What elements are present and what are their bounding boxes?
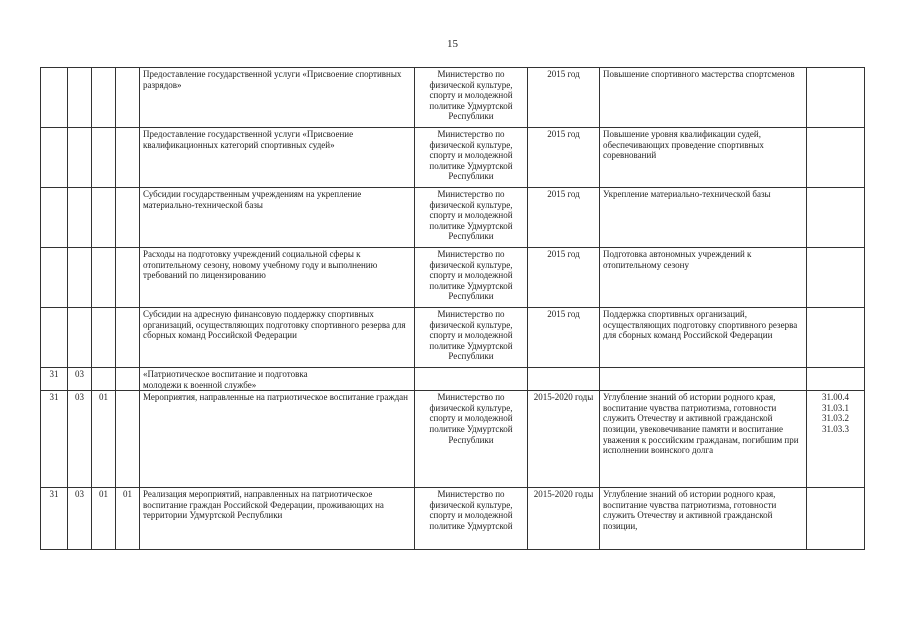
measure-name-cell: Субсидии государственным учреждениям на укрепление материально-технической базы	[140, 188, 415, 248]
code-om-cell	[92, 368, 116, 391]
code-gp-cell	[41, 308, 68, 368]
table-row	[41, 68, 865, 128]
indicator-code: 31.03.1	[822, 402, 849, 413]
code-pp-cell: 03	[68, 368, 92, 391]
code-m-cell	[116, 368, 140, 391]
table-row	[41, 368, 865, 391]
measure-name-cell: Реализация мероприятий, направленных на патриотическое воспитание граждан Российской Федерации, проживающих на территории Удмуртской Республики	[140, 488, 415, 550]
responsible-cell: Министерство по физической культуре, спорту и молодежной политике Удмуртской Республики	[415, 128, 528, 188]
period-cell: 2015 год	[528, 188, 600, 248]
code-om-cell	[92, 188, 116, 248]
code-m-cell: 01	[116, 488, 140, 550]
code-om-cell: 01	[92, 391, 116, 488]
indicator-cell	[807, 128, 865, 188]
code-m-cell	[116, 128, 140, 188]
indicator-cell	[807, 391, 865, 488]
responsible-cell: Министерство по физической культуре, спорту и молодежной политике Удмуртской Республики	[415, 188, 528, 248]
period-cell: 2015 год	[528, 248, 600, 308]
period-cell: 2015-2020 годы	[528, 391, 600, 488]
indicator-cell	[807, 308, 865, 368]
indicator-code: 31.03.2	[822, 413, 849, 424]
code-pp-cell	[68, 188, 92, 248]
code-om-cell	[92, 308, 116, 368]
indicator-cell	[807, 68, 865, 128]
table-row	[41, 248, 865, 308]
code-pp-cell	[68, 128, 92, 188]
code-om-cell	[92, 248, 116, 308]
subprogram-name-cell	[140, 368, 415, 391]
code-gp-cell	[41, 128, 68, 188]
expected-result-cell: Повышение спортивного мастерства спортсменов	[600, 68, 807, 128]
subprogram-name-line-1: «Патриотическое воспитание и подготовка	[143, 369, 308, 379]
responsible-cell: Министерство по физической культуре, спорту и молодежной политике Удмуртской Республики	[415, 308, 528, 368]
code-pp-cell	[68, 68, 92, 128]
measure-name-cell: Мероприятия, направленные на патриотическое воспитание граждан	[140, 391, 415, 488]
code-m-cell	[116, 68, 140, 128]
code-m-cell	[116, 248, 140, 308]
period-cell: 2015 год	[528, 128, 600, 188]
expected-result-cell: Укрепление материально-технической базы	[600, 188, 807, 248]
measure-name-cell: Предоставление государственной услуги «Присвоение спортивных разрядов»	[140, 68, 415, 128]
measure-name-cell: Расходы на подготовку учреждений социальной сферы к отопительному сезону, новому учебному году и выполнению требований по лицензированию	[140, 248, 415, 308]
period-cell: 2015-2020 годы	[528, 488, 600, 550]
measure-name-cell: Субсидии на адресную финансовую поддержку спортивных организаций, осуществляющих подготовку спортивного резерва для сборных команд Российской Федерации	[140, 308, 415, 368]
responsible-cell: Министерство по физической культуре, спорту и молодежной политике Удмуртской Республики	[415, 391, 528, 488]
period-cell: 2015 год	[528, 308, 600, 368]
code-gp-cell: 31	[41, 488, 68, 550]
program-table	[40, 67, 865, 550]
table-row	[41, 391, 865, 488]
measure-name-cell: Предоставление государственной услуги «Присвоение квалификационных категорий спортивных судей»	[140, 128, 415, 188]
code-pp-cell: 03	[68, 488, 92, 550]
responsible-cell: Министерство по физической культуре, спорту и молодежной политике Удмуртской Республики	[415, 68, 528, 128]
code-m-cell	[116, 391, 140, 488]
indicator-cell	[807, 368, 865, 391]
code-om-cell: 01	[92, 488, 116, 550]
expected-result-cell: Углубление знаний об истории родного края, воспитание чувства патриотизма, готовности служить Отечеству и активной гражданской позиции, увековечивание памяти и воспитание уважения к российским гражданам, погибшим при исполнении воинского долга	[600, 391, 807, 488]
code-pp-cell	[68, 308, 92, 368]
expected-result-cell: Поддержка спортивных организаций, осуществляющих подготовку спортивного резерва для сборных команд Российской Федерации	[600, 308, 807, 368]
code-gp-cell	[41, 188, 68, 248]
period-cell	[528, 368, 600, 391]
indicator-cell	[807, 248, 865, 308]
indicator-code: 31.00.4	[822, 392, 849, 403]
expected-result-cell	[600, 368, 807, 391]
indicator-cell	[807, 188, 865, 248]
expected-result-cell: Повышение уровня квалификации судей, обеспечивающих проведение спортивных соревнований	[600, 128, 807, 188]
table-row	[41, 308, 865, 368]
responsible-cell: Министерство по физической культуре, спорту и молодежной политике Удмуртской	[415, 488, 528, 550]
code-m-cell	[116, 308, 140, 368]
code-om-cell	[92, 128, 116, 188]
indicator-code: 31.03.3	[822, 423, 849, 434]
period-cell: 2015 год	[528, 68, 600, 128]
table-row	[41, 128, 865, 188]
expected-result-cell: Подготовка автономных учреждений к отопительному сезону	[600, 248, 807, 308]
code-gp-cell	[41, 68, 68, 128]
code-gp-cell: 31	[41, 391, 68, 488]
code-pp-cell	[68, 248, 92, 308]
table-row	[41, 188, 865, 248]
code-pp-cell: 03	[68, 391, 92, 488]
code-m-cell	[116, 188, 140, 248]
responsible-cell: Министерство по физической культуре, спорту и молодежной политике Удмуртской Республики	[415, 248, 528, 308]
subprogram-name-line-2: молодежи к военной службе»	[143, 379, 257, 390]
indicator-cell	[807, 488, 865, 550]
code-om-cell	[92, 68, 116, 128]
table-row	[41, 488, 865, 550]
responsible-cell	[415, 368, 528, 391]
code-gp-cell: 31	[41, 368, 68, 391]
page-number: 15	[447, 38, 458, 50]
expected-result-cell: Углубление знаний об истории родного края, воспитание чувства патриотизма, готовности служить Отечеству и активной гражданской позиции,	[600, 488, 807, 550]
code-gp-cell	[41, 248, 68, 308]
